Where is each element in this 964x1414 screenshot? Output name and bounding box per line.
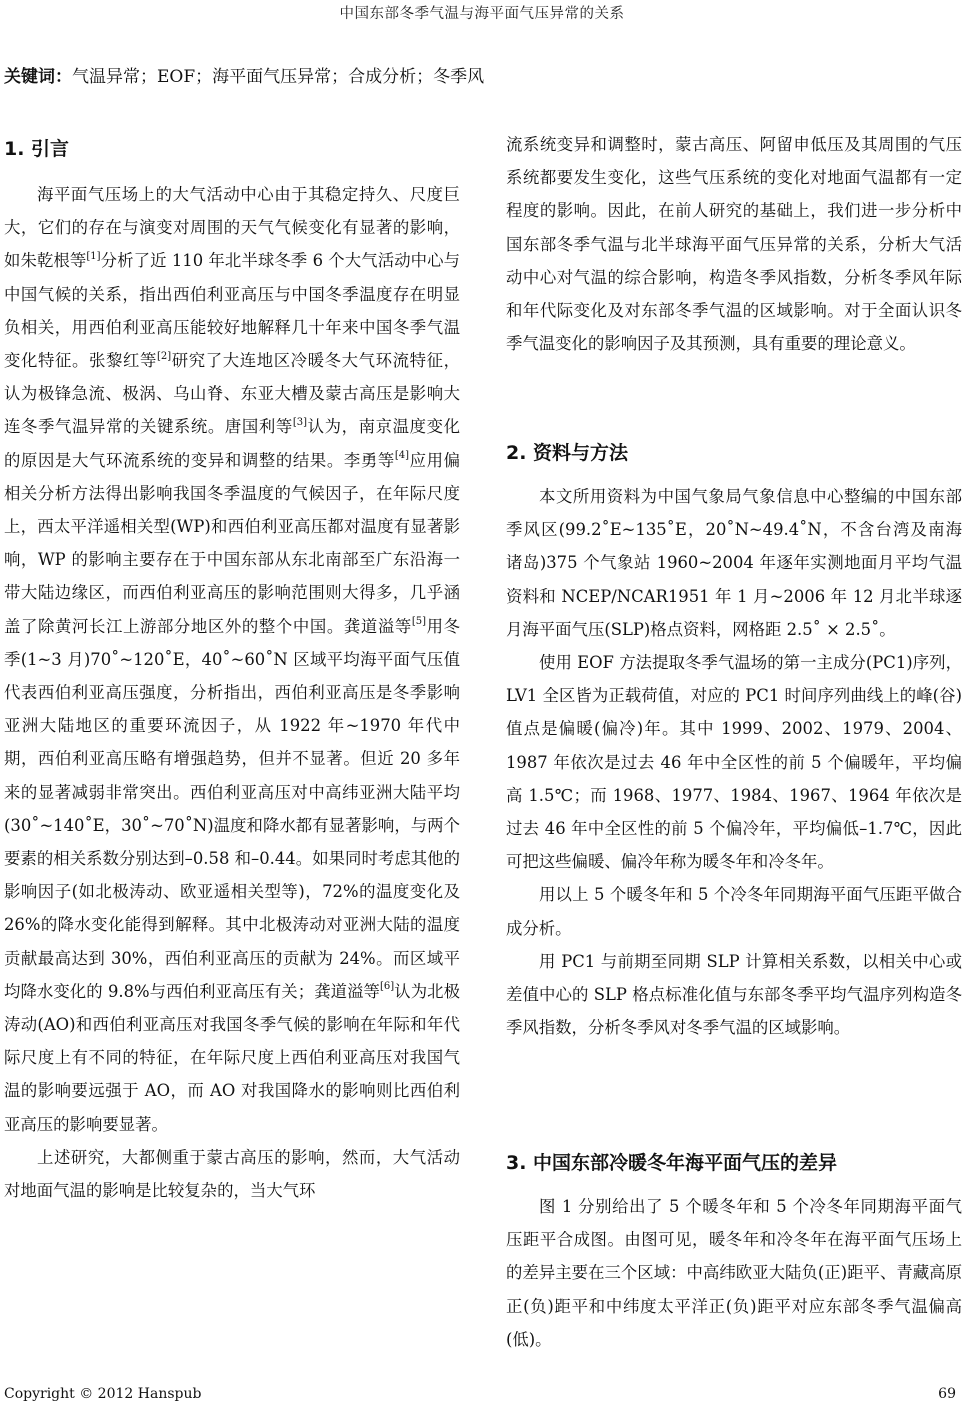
intro-paragraph-2: 上述研究，大都侧重于蒙古高压的影响，然而，大气活动对地面气温的影响是比较复杂的，当大气环 <box>4 1147 460 1201</box>
running-header: 中国东部冬季气温与海平面气压异常的关系 <box>339 6 625 22</box>
keywords-line <box>4 62 484 87</box>
right-column-top <box>506 128 962 360</box>
keywords-text: 气温异常；EOF；海平面气压异常；合成分析；冬季风 <box>72 67 485 87</box>
copyright-notice: Copyright © 2012 Hanspub <box>4 1386 202 1402</box>
right-column-results <box>506 1190 962 1356</box>
citation-6[interactable]: [6] <box>380 981 395 993</box>
citation-5[interactable]: [5] <box>411 616 427 628</box>
methods-paragraph-1: 本文所用资料为中国气象局气象信息中心整编的中国东部季风区(99.2˚E~135˚E，20˚N~49.4˚N，不含台湾及南海诸岛)375 个气象站 1960~2004 年逐年实测地面月平均气温资料和 NCEP/NCAR1951 年 1 月~2006 年 12 月北半球逐月海平面气压(SLP)格点资料，网格距 2.5˚ × 2.5˚。 <box>506 487 962 639</box>
intro-paragraph-continued: 流系统变异和调整时，蒙古高压、阿留申低压及其周围的气压系统都要发生变化，这些气压系统的变化对地面气温都有一定程度的影响。因此，在前人研究的基础上，我们进一步分析中国东部冬季气温与北半球海平面气压异常的关系，分析大气活动中心对气温的综合影响，构造冬季风指数，分析冬季风年际和年代际变化及对东部冬季气温的区域影响。对于全面认识冬季气温变化的影响因子及其预测，具有重要的理论意义。 <box>506 135 962 354</box>
section-2-heading: 2. 资料与方法 <box>506 442 629 464</box>
methods-paragraph-4: 用 PC1 与前期至同期 SLP 计算相关系数，以相关中心或差值中心的 SLP 格点标准化值与东部冬季平均气温序列构造冬季风指数，分析冬季风对冬季气温的区域影响。 <box>506 951 962 1038</box>
section-1-heading: 1. 引言 <box>4 138 70 160</box>
results-paragraph-1: 图 1 分别给出了 5 个暖冬年和 5 个冷冬年同期海平面气压距平合成图。由图可见，暖冬年和冷冬年在海平面气压场上的差异主要在三个区域：中高纬欧亚大陆负(正)距平、青藏高原正(负)距平和中纬度太平洋正(负)距平对应东部冬季气温偏高(低)。 <box>506 1197 962 1349</box>
citation-3[interactable]: [3] <box>292 416 308 428</box>
section-3-heading: 3. 中国东部冷暖冬年海平面气压的差异 <box>506 1152 838 1174</box>
page-number: 69 <box>938 1386 956 1402</box>
citation-2[interactable]: [2] <box>156 350 172 362</box>
citation-1[interactable]: [1] <box>86 250 101 262</box>
methods-paragraph-2: 使用 EOF 方法提取冬季气温场的第一主成分(PC1)序列，LV1 全区皆为正载荷值，对应的 PC1 时间序列曲线上的峰(谷)值点是偏暖(偏冷)年。其中 1999、2002、1979、2004、1987 年依次是过去 46 年中全区性的前 5 个偏暖年，平均偏高 1.5℃；而 1968、1977、1984、1967、1964 年依次是过去 46 年中全区性的前 5 个偏冷年，平均偏低–1.7℃，因此可把这些偏暖、偏冷年称为暖冬年和冷冬年。 <box>506 653 962 872</box>
citation-4[interactable]: [4] <box>394 450 410 462</box>
left-column <box>4 178 460 1207</box>
intro-paragraph-1: 海平面气压场上的大气活动中心由于其稳定持久、尺度巨大，它们的存在与演变对周围的天气气候变化有显著的影响，如朱乾根等[1]分析了近 110 年北半球冬季 6 个大气活动中心与中国气候的关系，指出西伯利亚高压与中国冬季温度存在明显负相关，用西伯利亚高压能较好地解释几十年来中国冬季气温变化特征。张黎红等[2]研究了大连地区冷暖冬大气环流特征，认为极锋急流、极涡、乌山脊、东亚大槽及蒙古高压是影响大连冬季气温异常的关键系统。唐国利等[3]认为，南京温度变化的原因是大气环流系统的变异和调整的结果。李勇等[4]应用偏相关分析方法得出影响我国冬季温度的气候因子，在年际尺度上，西太平洋遥相关型(WP)和西伯利亚高压都对温度有显著影响，WP 的影响主要存在于中国东部从东北南部至广东沿海一带大陆边缘区，而西伯利亚高压的影响范围则大得多，几乎涵盖了除黄河长江上游部分地区外的整个中国。龚道溢等[5]用冬季(1~3 月)70˚~120˚E，40˚~60˚N 区域平均海平面气压值代表西伯利亚高压强度，分析指出，西伯利亚高压是冬季影响亚洲大陆地区的重要环流因子，从 1922 年~1970 年代中期，西伯利亚高压略有增强趋势，但并不显著。但近 20 多年来的显著减弱非常突出。西伯利亚高压对中高纬亚洲大陆平均(30˚~140˚E，30˚~70˚N)温度和降水都有显著影响，与两个要素的相关系数分别达到–0.58 和–0.44。如果同时考虑其他的影响因子(如北极涛动、欧亚遥相关型等)，72%的温度变化及 26%的降水变化能得到解释。其中北极涛动对亚洲大陆的温度贡献最高达到 30%，西伯利亚高压的贡献为 24%。而区域平均降水变化的 9.8%与西伯利亚高压有关；龚道溢等[6]认为北极涛动(AO)和西伯利亚高压对我国冬季气候的影响在年际和年代际尺度上有不同的特征，在年际尺度上西伯利亚高压对我国气温的影响要远强于 AO，而 AO 对我国降水的影响则比西伯利亚高压的影响要显著。 <box>4 185 461 1134</box>
right-column-methods <box>506 480 962 1044</box>
keywords-label: 关键词： <box>4 67 72 87</box>
methods-paragraph-3: 用以上 5 个暖冬年和 5 个冷冬年同期海平面气压距平做合成分析。 <box>506 885 962 938</box>
